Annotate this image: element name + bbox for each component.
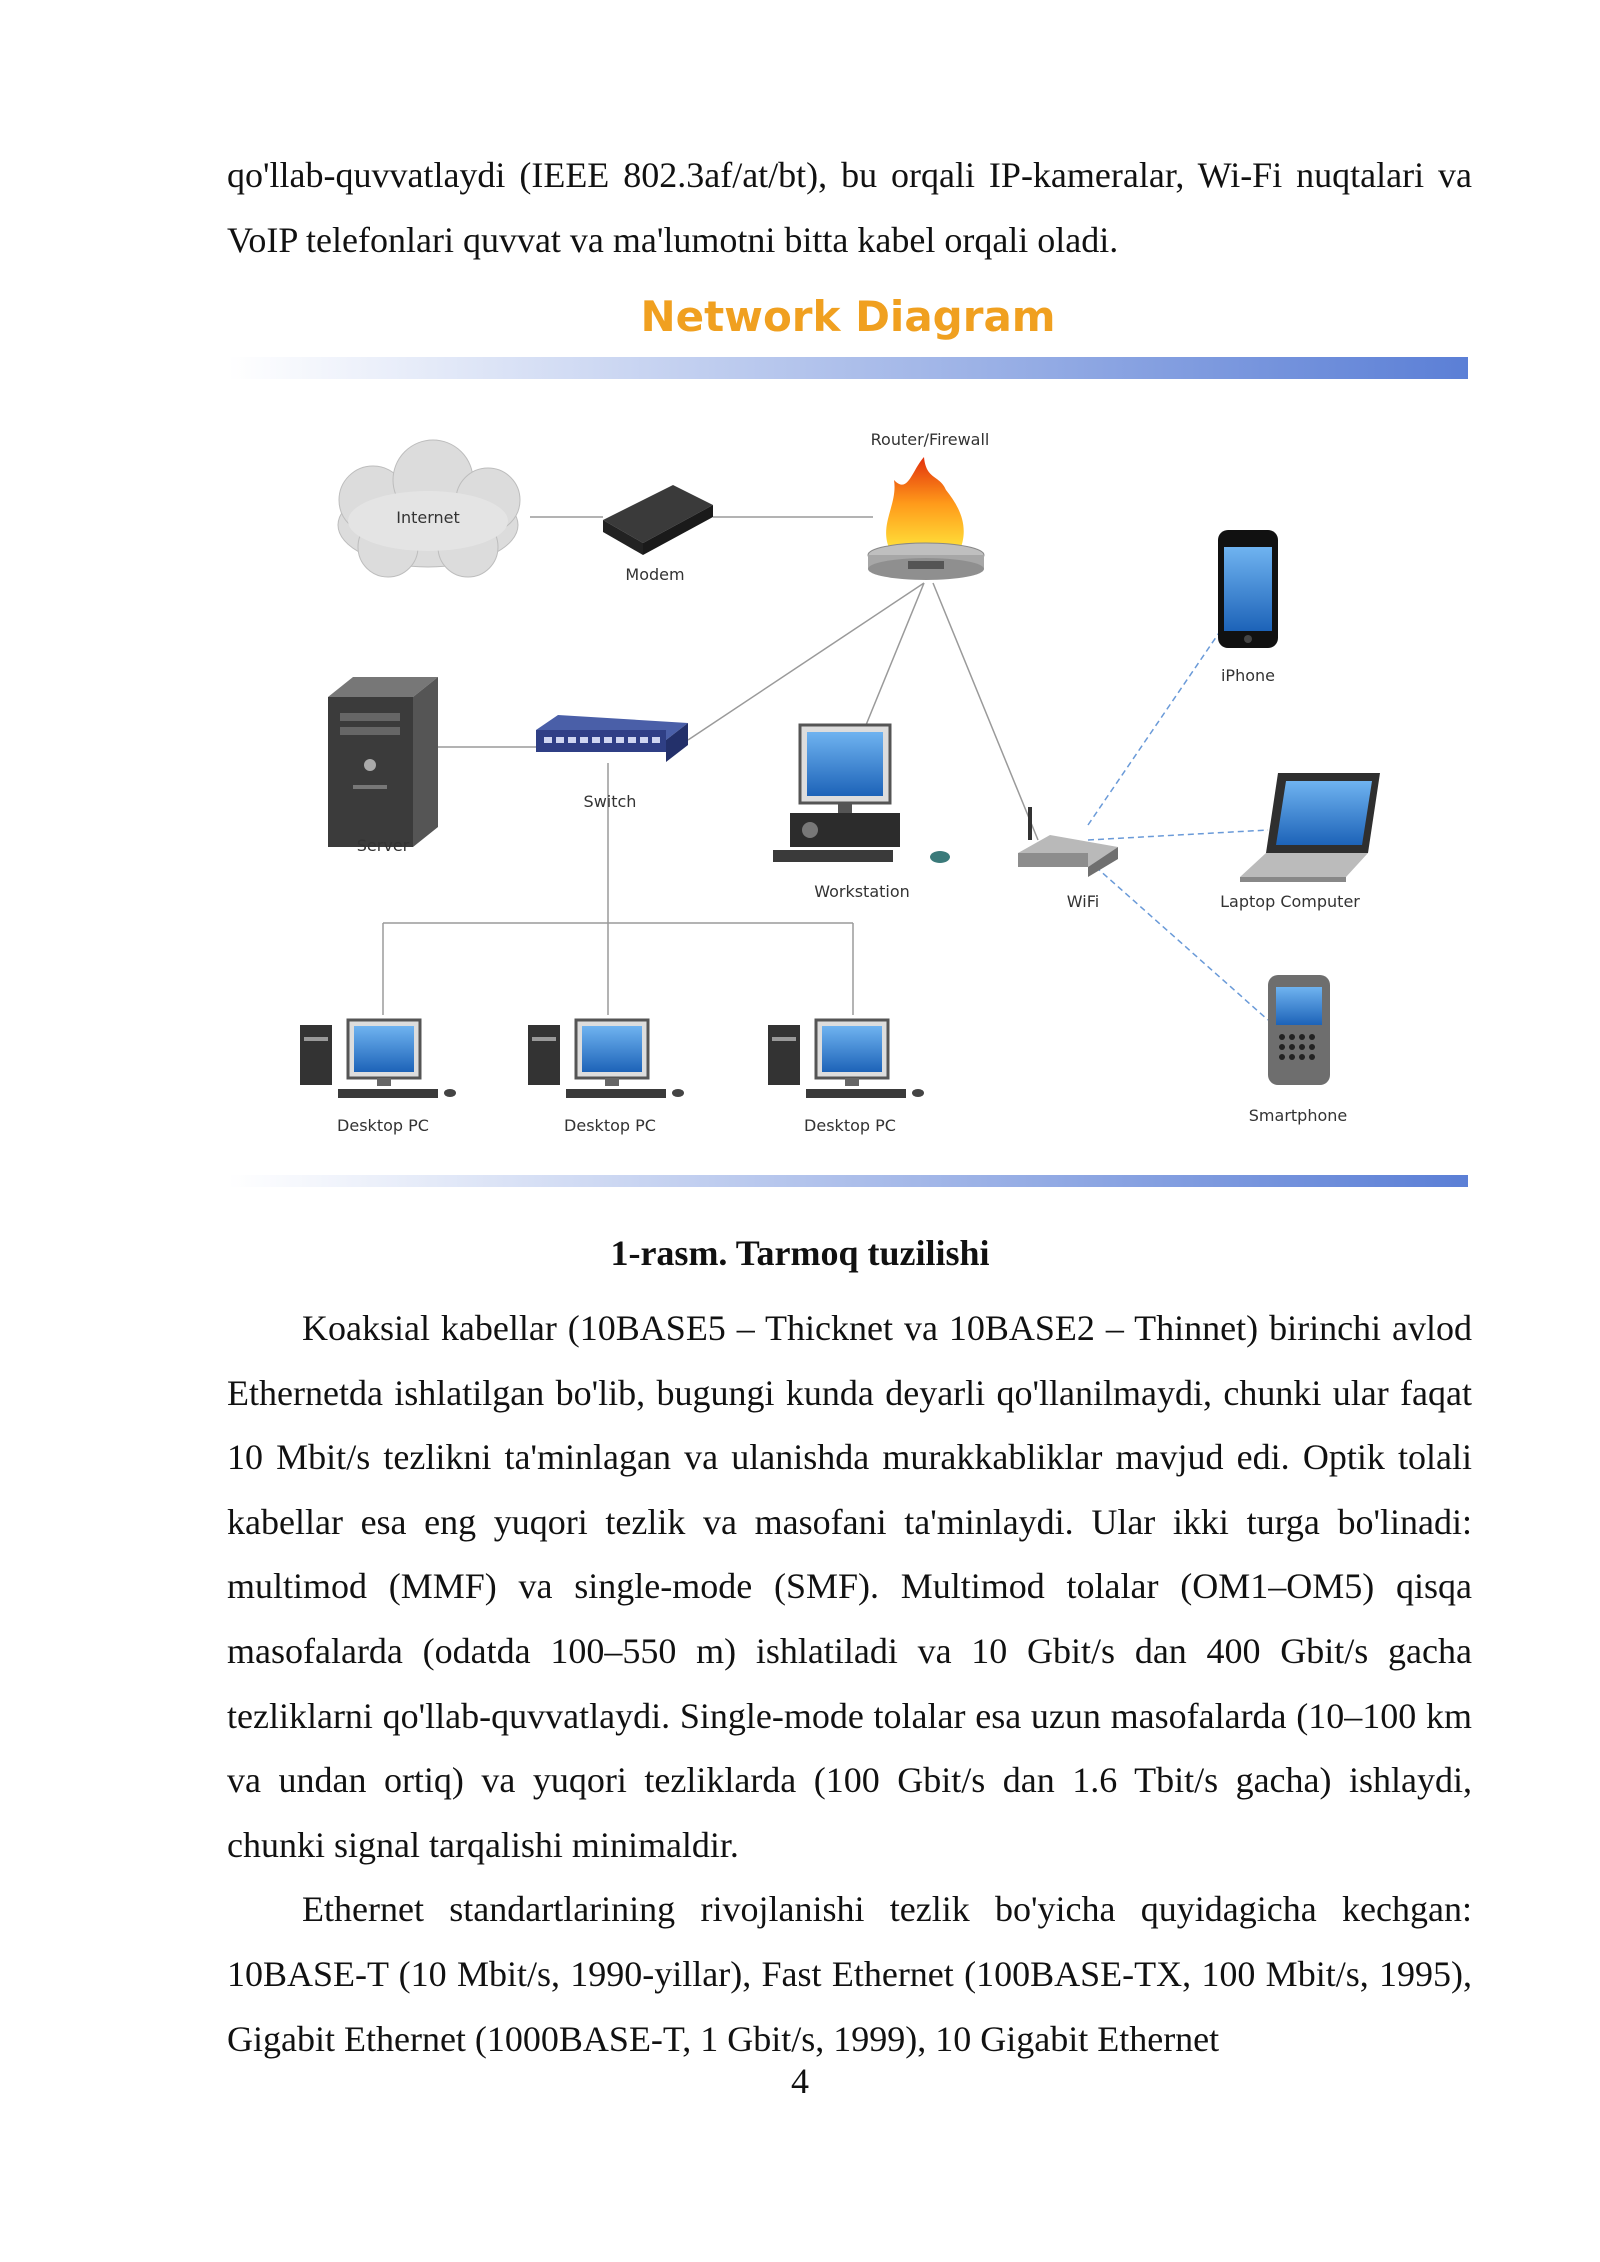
smartphone-label: Smartphone bbox=[1248, 1106, 1348, 1125]
figure-caption: 1-rasm. Tarmoq tuzilishi bbox=[610, 1233, 990, 1273]
modem-label: Modem bbox=[625, 565, 685, 584]
intro-paragraph bbox=[227, 143, 1472, 272]
page-number: 4 bbox=[791, 2061, 809, 2101]
router-firewall-icon bbox=[868, 457, 984, 580]
desktop-pc-icon-1 bbox=[300, 1020, 456, 1098]
wired-links bbox=[383, 517, 1038, 1015]
intro-text: qo'llab-quvvatlaydi (IEEE 802.3af/at/bt), bu orqali IP-kameralar, Wi-Fi nuqtalari va VoIP telefonlari quvvat va ma'lumotni bitta kabel orqali oladi. bbox=[227, 155, 1472, 260]
network-diagram-figure bbox=[218, 285, 1480, 1205]
internet-label: Internet bbox=[396, 508, 460, 527]
switch-label: Switch bbox=[583, 792, 637, 811]
paragraph-2: Koaksial kabellar (10BASE5 – Thicknet va 10BASE2 – Thinnet) birinchi avlod Ethernetda ishlatilgan bo'lib, bugungi kunda deyarli qo'llanilmaydi, chunki ular faqat 10 Mbit/s tezlikni ta'minlagan va ulanishda murakkabliklar mavjud edi. Optik tolali kabellar esa eng yuqori tezlik va masofani ta'minlaydi. Ular ikki turga bo'linadi: multimod (MMF) va single-mode (SMF). Multimod tolalar (OM1–OM5) qisqa masofalarda (odatda 100–550 m) ishlatiladi va 10 Gbit/s dan 400 Gbit/s gacha tezliklarni qo'llab-quvvatlaydi. Single-mode tolalar esa uzun masofalarda (10–100 km va undan ortiq) va yuqori tezliklarda (100 Gbit/s dan 1.6 Tbit/s gacha) ishlaydi, chunki signal tarqalishi minimaldir. bbox=[227, 1308, 1472, 1865]
modem-icon bbox=[603, 485, 713, 555]
wifi-router-icon bbox=[1018, 807, 1118, 877]
figure-title: Network Diagram bbox=[640, 292, 1056, 341]
wifi-label: WiFi bbox=[1066, 892, 1100, 911]
smartphone-icon bbox=[1268, 975, 1330, 1085]
router-label: Router/Firewall bbox=[870, 430, 990, 449]
workstation-icon bbox=[773, 725, 950, 863]
server-label: Server bbox=[356, 836, 410, 855]
switch-icon bbox=[536, 715, 688, 762]
desktop-pc-label-3: Desktop PC bbox=[804, 1116, 896, 1135]
desktop-pc-label-1: Desktop PC bbox=[337, 1116, 429, 1135]
iphone-label: iPhone bbox=[1220, 666, 1276, 685]
desktop-pc-icon-2 bbox=[528, 1020, 684, 1098]
bottom-bar bbox=[228, 1175, 1468, 1187]
iphone-icon bbox=[1218, 530, 1278, 648]
laptop-icon bbox=[1240, 773, 1380, 882]
workstation-label: Workstation bbox=[814, 882, 910, 901]
paragraph-3: Ethernet standartlarining rivojlanishi tezlik bo'yicha quyidagicha kechgan: 10BASE-T (10 Mbit/s, 1990-yillar), Fast Ethernet (100BASE-TX, 100 Mbit/s, 1995), Gigabit Ethernet (1000BASE-T, 1 Gbit/s, 1999), 10 Gigabit Ethernet bbox=[227, 1889, 1472, 2059]
laptop-label: Laptop Computer bbox=[1220, 892, 1360, 911]
server-icon bbox=[328, 677, 438, 847]
body-paragraphs bbox=[227, 1296, 1472, 2071]
desktop-pc-label-2: Desktop PC bbox=[564, 1116, 656, 1135]
desktop-pc-icon-3 bbox=[768, 1020, 924, 1098]
top-bar bbox=[228, 357, 1468, 379]
